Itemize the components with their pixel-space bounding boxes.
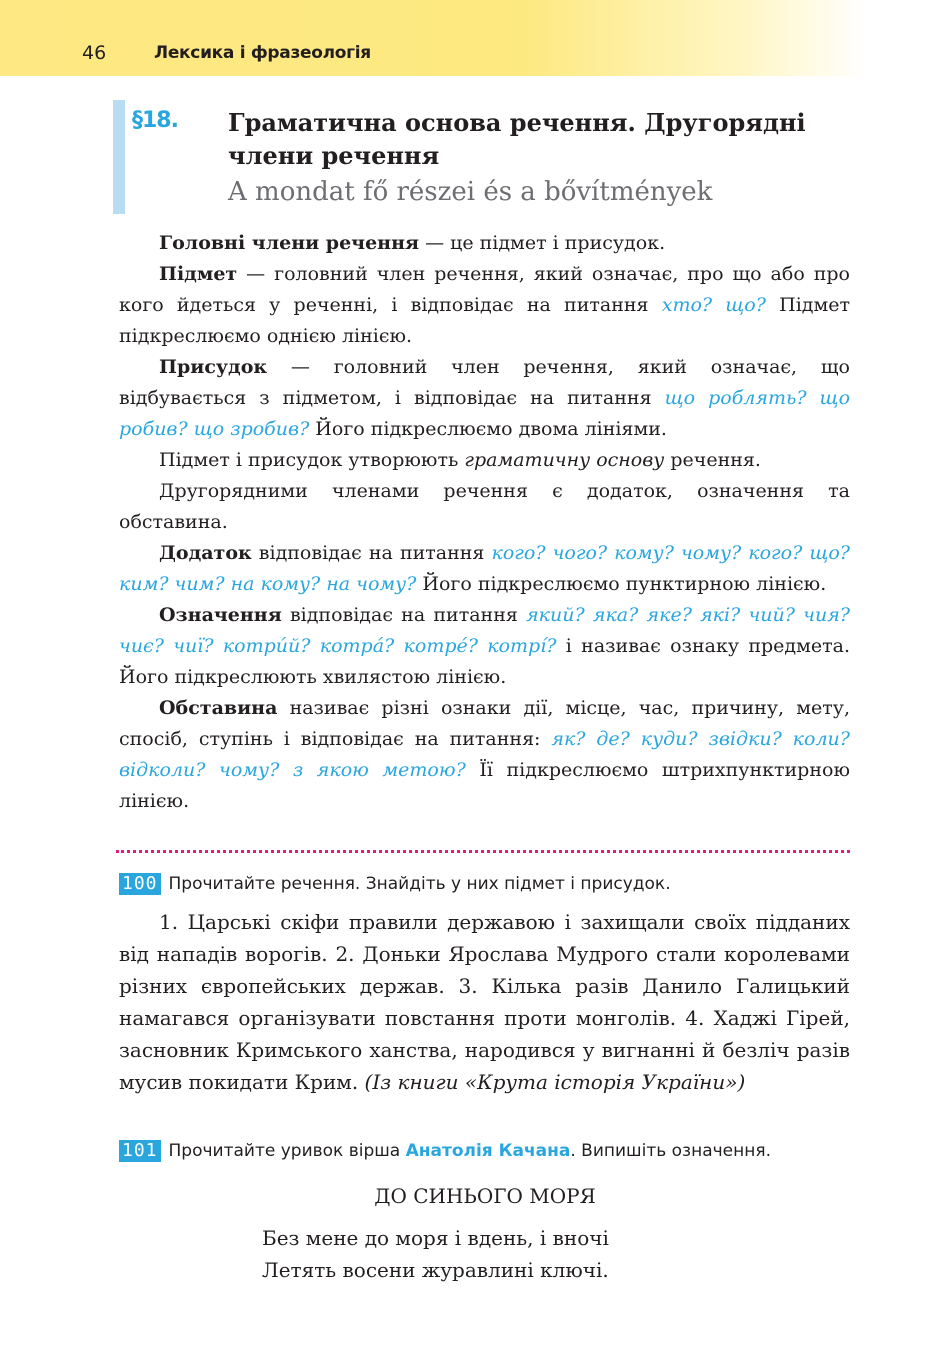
emphasis: граматичну основу [464,449,665,471]
theory-block [119,228,850,817]
term: Головні члени речення [159,232,420,254]
question-words: кого? чого? кому? чому? кого? що? ким? чим? на кому? на чому? [119,542,850,595]
text: і називає ознаку предмета. Його підкреслюють хвилястою лінією. [119,635,850,688]
instruction-text: . Випишіть означення. [570,1141,771,1161]
task-100-instruction [119,873,854,895]
term: Додаток [159,542,252,564]
text: Його підкреслюємо пунктирною лінією. [416,573,827,595]
poem-line: Летять восени журавлині ключі. [262,1258,609,1282]
instruction-text: Прочитайте речення. Знайдіть у них підмет і присудок. [168,874,671,894]
author-name: Анатолія Качана [405,1141,571,1161]
poem-title: ДО СИНЬОГО МОРЯ [374,1184,596,1208]
task-number-badge: 100 [119,873,161,895]
text: — головний член речення, який означає, про що або про кого йдеться у реченні, і відповідає на питання [119,263,850,316]
theory-paragraph [119,538,850,600]
exercise-sentences: 1. Царські скіфи правили державою і захищали своїх підданих від нападів ворогів. 2. Доньки Ярослава Мудрого стали королевами різних європейських держав. 3. Кілька разів Данило Галицький намагався організувати повстання проти монголів. 4. Хаджі Гірей, засновник Кримського ханства, народився у вигнанні й безліч разів мусив покидати Крим. [119,910,850,1094]
text: — головний член речення, який означає, що відбувається з підметом, і відповідає на питання [119,356,850,409]
page-number: 46 [82,42,107,64]
text: Її підкреслюємо штрихпунктирною лінією. [119,759,850,812]
poem-line: Без мене до моря і вдень, і вночі [262,1226,609,1250]
source-citation: (Із книги «Крута історія України») [364,1070,746,1094]
section-number: §18. [132,108,178,133]
theory-paragraph [119,228,850,259]
chapter-title: Лексика і фразеологія [154,43,371,63]
theory-paragraph [119,476,850,538]
text: відповідає на питання [281,604,527,626]
theory-paragraph [119,693,850,817]
text: Підмет підкреслюємо однією лінією. [119,294,851,347]
text: речення. [664,449,761,471]
text: Його підкреслюємо двома лініями. [309,418,667,440]
section-accent-bar [113,100,125,214]
question-words: як? де? куди? звідки? коли? відколи? чому? з якою метою? [119,728,850,781]
poem-excerpt [262,1222,609,1286]
theory-paragraph [119,445,850,476]
term: Означення [159,604,282,626]
task-100-text [119,906,850,1098]
question-words: що роблять? що робив? що зробив? [119,387,851,440]
task-101-instruction [119,1140,854,1162]
text: Підмет і присудок утворюють [159,449,465,471]
text: — це підмет і присудок. [419,232,666,254]
section-title [228,106,848,172]
theory-paragraph [119,259,850,352]
question-words: хто? що? [661,294,766,316]
page-header [0,0,870,76]
theory-paragraph [119,600,850,693]
term: Обставина [159,697,278,719]
section-title-line-1: Граматична основа речення. Другорядні [228,108,806,137]
text: Другорядними членами речення є додаток, означення та обставина. [119,480,850,533]
task-number-badge: 101 [119,1140,161,1162]
section-title-hungarian: A mondat fő részei és a bővítmények [228,177,713,207]
term: Підмет [159,263,238,285]
term: Присудок [159,356,268,378]
question-words: який? яка? яке? які? чий? чия? чиє? чиї? котри́й? котра́? котре́? котрі́? [119,604,850,657]
section-title-line-2: члени речення [228,141,440,170]
text: називає різні ознаки дії, місце, час, причину, мету, спосіб, ступінь і відповідає на питання: [119,697,850,750]
dotted-divider [116,850,850,853]
instruction-text: Прочитайте уривок вірша [168,1141,406,1161]
theory-paragraph [119,352,850,445]
text: відповідає на питання [251,542,492,564]
